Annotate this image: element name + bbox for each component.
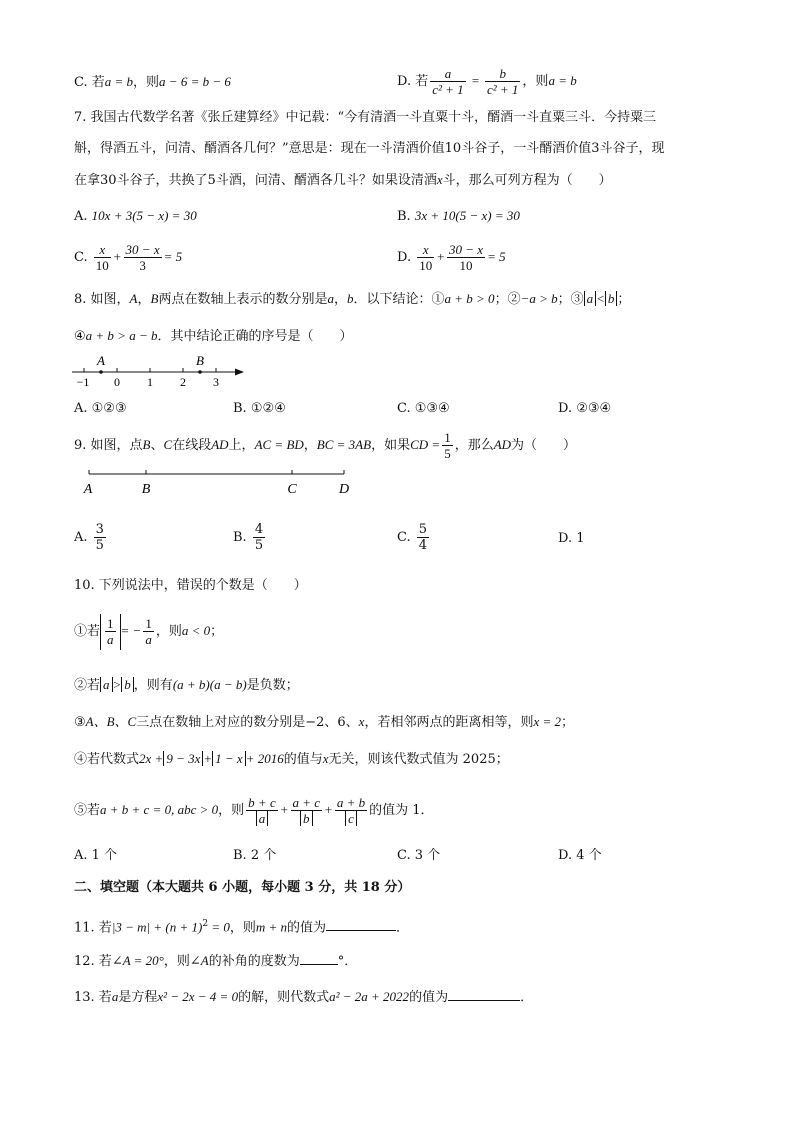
q12-end: °． (337, 954, 358, 969)
q8-text-a: 8. 如图， (74, 292, 130, 307)
q8-point-a-ref: A (129, 291, 138, 306)
q10-s5-text-a: ⑤若 (74, 803, 101, 818)
q9-c-label: C. (397, 530, 411, 545)
q7-line-2: 斛，得酒五斗，问清、醑酒各几何？”意思是：现在一斗清酒价值10斗谷子，一斗醑酒价值3斗谷子，现 (74, 141, 665, 156)
q10-s4-text-a: ④若代数式 (74, 752, 140, 767)
q6-d-num-2: b (485, 66, 520, 82)
q9-question (74, 428, 576, 463)
q7-d-fraction-2 (447, 242, 485, 273)
q6-d-den-2: c² + 1 (486, 82, 519, 97)
q8-line2-num: ④ (74, 329, 86, 344)
q8-point-b-dot (198, 370, 202, 374)
q11-expr-c: m + n (255, 919, 288, 935)
q10-statement-1 (74, 613, 223, 650)
q8-tick-label-3: 3 (213, 375, 219, 389)
q9-a-label: A. (74, 530, 88, 545)
q7-b-label: B. (397, 209, 411, 224)
q6-option-c (74, 73, 231, 92)
q7-line-3-text-b: 斗，那么可列方程为（ ） (442, 173, 612, 188)
q10-s5-text-c: 的值为 1． (369, 803, 434, 818)
q10-s4-text-b: 的值与 (283, 752, 323, 767)
q7-d-den-1: 10 (419, 258, 433, 273)
q8-point-b-label: B (196, 353, 204, 368)
q10-s3-num: ③ (74, 715, 86, 730)
q12-angle: ∠A = 20° (111, 953, 164, 968)
q9-eq-2: BC = 3AB (316, 437, 372, 452)
q6-c-condition: a = b (104, 74, 134, 89)
q10-s2-text-b: ，则有 (133, 678, 173, 693)
q10-s1-num-2: 1 (145, 616, 152, 631)
q9-label-c: C (287, 482, 297, 497)
q7-c-num-2: 30 − x (125, 242, 160, 257)
q8-tick-label-neg1: −1 (76, 375, 90, 389)
q8-line-2 (74, 327, 353, 346)
q9-point-c: C (163, 437, 173, 452)
q10-s5-fraction-2 (291, 795, 323, 826)
q7-option-c: C. $\frac{x}{10}$ + $\frac{30 - x}{3}$ = 5 (74, 242, 183, 273)
q6-c-label: C. 若 (74, 75, 105, 90)
q10-title: 10. 下列说法中，错误的个数是（ ） (74, 578, 307, 593)
q10-s3-result: x = 2 (533, 714, 562, 729)
q12-angle-2: ∠A (189, 953, 209, 968)
q7-c-num-1: x (94, 242, 111, 258)
q7-c-den-1: 10 (95, 258, 109, 273)
q9-b-num: 4 (254, 522, 264, 537)
q12-answer-blank[interactable] (300, 952, 338, 965)
q8-conclusion-2: −a > b (520, 291, 558, 306)
q13-end: ． (520, 990, 534, 1005)
q7-d-fraction-1 (417, 242, 434, 273)
q6-d-expression: a = b (548, 73, 577, 88)
q10-s3-text-c: ，若相邻两点的距离相等，则 (364, 715, 534, 730)
q8-text-c: ， (333, 292, 347, 307)
q9-text-c: 上， (228, 438, 255, 453)
q13-text-c: 的解，则代数式 (238, 990, 330, 1005)
q10-s2-expression: (a + b)(a − b) (172, 677, 247, 692)
q9-text-d: ， (303, 438, 317, 453)
q13-answer-blank[interactable] (448, 988, 520, 1001)
q10-s4-x: x (322, 751, 329, 766)
q10-s3-end: ； (561, 715, 575, 730)
q10-s3-x: x (358, 714, 365, 729)
q10-s2-text-a: ②若 (74, 678, 101, 693)
q9-label-d: D (338, 482, 350, 497)
q10-s4-text-c: 无关，则该代数式值为 2025； (328, 752, 509, 767)
q9-text-a: 9. 如图，点 (74, 438, 143, 453)
q7-c-fraction-1 (94, 242, 111, 273)
q13-text-b: 是方程 (118, 990, 158, 1005)
q9-label-a: A (83, 482, 93, 497)
q8-option-a: A. ①②③ (74, 401, 127, 416)
q10-s5-num-2: a + c (292, 795, 321, 810)
q8-point-a-dot (99, 370, 103, 374)
q7-variable-x: x (436, 172, 443, 187)
q8-option-b: B. ①②④ (233, 401, 286, 416)
q10-s3-points: A、B、C (85, 714, 137, 729)
q9-a-den: 5 (95, 538, 104, 553)
q7-c-den-2: 3 (139, 258, 146, 273)
q8-option-c: C. ①③④ (397, 401, 450, 416)
q6-d-den-1: c² + 1 (432, 82, 464, 97)
q9-frac-num: 1 (444, 430, 451, 445)
q7-d-num-1: x (417, 242, 434, 258)
q7-c-label: C. (74, 250, 88, 265)
q10-s4-abs-2: 1 − x (212, 751, 246, 766)
q9-b-fraction (253, 522, 265, 553)
q11-text-c: 的值为 (287, 920, 327, 936)
q9-b-den: 5 (254, 538, 264, 553)
q10-statement-3 (74, 713, 574, 732)
q7-line-3-text-a: 在拿30斗谷子，共换了5斗酒，问清、醑酒各几斗？如果设清酒 (74, 173, 437, 188)
q9-b-label: B. (233, 530, 247, 545)
q10-s5-condition: a + b + c = 0, abc > 0 (100, 802, 219, 817)
q7-option-d: D. $\frac{x}{10}$ + $\frac{30 - x}{10}$ = 5 (397, 242, 506, 273)
q10-s5-num-1: b + c (248, 795, 276, 810)
q10-s1-fraction (105, 616, 116, 647)
q7-option-a (74, 207, 197, 226)
q8-lt: < (596, 291, 605, 306)
q6-d-fraction-1 (430, 66, 465, 97)
q8-text-g: ； (617, 292, 631, 307)
q11-exponent: 2 (202, 919, 209, 929)
q10-s1-fraction-2 (143, 616, 154, 647)
q10-s5-text-b: ，则 (218, 803, 245, 818)
q12-question (74, 952, 357, 971)
q9-eq-1: AC = BD (254, 437, 304, 452)
q10-option-d: D. 4 个 (558, 848, 602, 863)
q8-line-1 (74, 290, 630, 309)
q9-a-fraction (94, 522, 106, 553)
q8-number-line (70, 352, 250, 390)
q6-d-then: ，则 (522, 74, 549, 89)
q10-s2-text-c: 是负数； (246, 678, 299, 693)
q11-answer-blank[interactable] (326, 918, 396, 931)
q8-point-a-label: A (97, 353, 105, 368)
q9-segment-figure (80, 466, 360, 498)
q8-tick-label-2: 2 (180, 375, 186, 389)
q10-s2-abs-a: a (100, 677, 113, 692)
q9-option-d: D. 1 (558, 531, 585, 546)
q6-d-label: D. 若 (397, 74, 429, 89)
q8-axis-ticks (84, 368, 216, 372)
q13-expression: a² − 2a + 2022 (329, 989, 410, 1004)
q10-s5-den-2: b (300, 811, 313, 826)
q10-option-a: A. 1 个 (74, 848, 118, 863)
q11-text-a: 11. 若 (74, 920, 112, 936)
q8-conclusion-4: a + b > a − b (85, 328, 158, 343)
q8-abs-a: a (584, 291, 597, 306)
q8-axis-arrow (235, 369, 244, 376)
q11-expr-a: |3 − m| + (n + 1) (111, 919, 203, 935)
q7-d-num-2: 30 − x (449, 242, 484, 257)
q8-tick-label-0: 0 (114, 375, 120, 389)
q9-text-b: 在线段 (172, 438, 212, 453)
q10-s1-den-2: a (145, 632, 152, 647)
q8-var-a: a (327, 291, 334, 306)
q10-option-b: B. 2 个 (233, 848, 277, 863)
section-2-heading: 二、填空题（本大题共 6 小题，每小题 3 分，共 18 分） (74, 880, 411, 895)
q8-conclusion-1: a + b > 0 (444, 291, 495, 306)
q10-statement-2 (74, 676, 299, 695)
q7-option-b (397, 207, 520, 226)
q11-question (74, 915, 409, 937)
q7-d-rhs: = 5 (487, 249, 506, 264)
q10-s3-values: −2、6、 (305, 715, 359, 730)
q10-s4-expr-1: 2x + (139, 751, 164, 766)
q8-option-d: D. ②③④ (558, 401, 612, 416)
q12-text-b: ，则 (163, 954, 190, 969)
q10-statement-4 (74, 750, 509, 769)
q10-s5-num-3: a + b (336, 795, 366, 810)
q7-c-fraction-2 (124, 242, 162, 273)
q10-s4-abs-1: 9 − 3x (163, 751, 203, 766)
q9-c-fraction (417, 522, 429, 553)
q8-text-d: ．以下结论：① (353, 292, 445, 307)
q10-s1-end: ； (210, 624, 224, 639)
q10-s1-result: a < 0 (181, 623, 211, 638)
q9-option-b (233, 521, 267, 555)
q10-s1-abs (100, 614, 121, 650)
q9-segment-ad-2: AD (493, 437, 512, 452)
q7-a-expression: 10x + 3(5 − x) = 30 (91, 208, 197, 223)
q9-segment-ad: AD (211, 437, 229, 452)
q6-d-fraction-2 (485, 66, 520, 97)
q6-c-expression: a − 6 = b − 6 (159, 74, 231, 89)
q7-line-3 (74, 171, 612, 190)
q9-text-g: 为（ ） (511, 438, 577, 453)
q8-var-b: b (347, 291, 354, 306)
q10-s5-fraction-3 (335, 795, 367, 826)
q10-s5-fraction-1 (246, 795, 278, 826)
q13-text-a: 13. 若 (74, 990, 112, 1005)
q13-question (74, 988, 533, 1007)
q9-eq-3: CD = (410, 437, 441, 452)
q9-option-c (397, 521, 431, 555)
q9-option-a (74, 521, 108, 555)
q8-line2-text: ．其中结论正确的序号是（ ） (157, 329, 353, 344)
q11-end: ． (396, 920, 410, 936)
q10-s1-text-b: ，则 (155, 624, 182, 639)
q7-line-1: 7. 我国古代数学名著《张丘建算经》中记载：“今有清酒一斗直粟十斗，醑酒一斗直粟三斗．今持粟三 (74, 110, 657, 125)
q10-s5-den-3: c (345, 811, 357, 826)
q12-text-a: 12. 若 (74, 954, 112, 969)
q13-equation: x² − 2x − 4 = 0 (157, 989, 239, 1004)
q10-s3-text-b: 三点在数轴上对应的数分别是 (136, 715, 306, 730)
q9-frac-den: 5 (444, 446, 451, 461)
q8-text-f: ；③ (557, 292, 584, 307)
q10-s4-plus: + (203, 751, 213, 766)
q9-c-den: 4 (418, 538, 428, 553)
q10-statement-5: ⑤若a + b + c = 0, abc > 0，则 $\frac{b + c}{a}$ + $\frac{a + c}{b}$ + $\frac{a + b}{c}$ 的值为 1． (74, 795, 434, 826)
q10-s1-eq: = − (120, 623, 142, 638)
q7-d-den-2: 10 (459, 258, 473, 273)
q8-tick-label-1: 1 (147, 375, 153, 389)
q8-sep: ， (137, 292, 151, 307)
q10-s2-abs-b: b (121, 677, 134, 692)
q6-c-then: ，则 (133, 75, 160, 90)
q9-c-num: 5 (418, 522, 428, 537)
q10-s5-den-1: a (256, 811, 269, 826)
q10-s2-gt: > (112, 677, 122, 692)
q6-d-num-1: a (430, 66, 465, 82)
q8-point-b-ref: B (150, 291, 159, 306)
q9-a-num: 3 (95, 522, 104, 537)
q9-label-b: B (141, 482, 151, 497)
q13-var-a: a (111, 989, 119, 1004)
q9-text-e: ，如果 (371, 438, 411, 453)
q11-expr-b: = 0 (211, 919, 230, 935)
q10-s1-text-a: ①若 (74, 624, 101, 639)
q9-sep: 、 (150, 438, 164, 453)
q6-option-d: D. 若 $\frac{a}{\text{c² + 1}}$ = $\frac{b}{\text{c² + 1}}$ ，则a = b (397, 66, 577, 97)
q10-s1-den: a (107, 631, 114, 647)
q11-text-b: ，则 (229, 920, 256, 936)
q7-b-expression: 3x + 10(5 − x) = 30 (414, 208, 520, 223)
q8-text-b: 两点在数轴上表示的数分别是 (158, 292, 328, 307)
q8-abs-b: b (605, 291, 618, 306)
q7-d-label: D. (397, 250, 412, 265)
q7-c-rhs: = 5 (163, 249, 183, 264)
q10-s4-expr-2: + 2016 (245, 751, 284, 766)
q7-a-label: A. (74, 209, 88, 224)
q13-text-d: 的值为 (409, 990, 449, 1005)
q9-text-f: ，那么 (454, 438, 494, 453)
q9-fraction (442, 430, 453, 461)
q12-text-c: 的补角的度数为 (208, 954, 300, 969)
q9-point-b: B (142, 437, 151, 452)
q8-text-e: ；② (494, 292, 521, 307)
q10-option-c: C. 3 个 (397, 848, 441, 863)
q10-s1-num: 1 (107, 615, 114, 631)
